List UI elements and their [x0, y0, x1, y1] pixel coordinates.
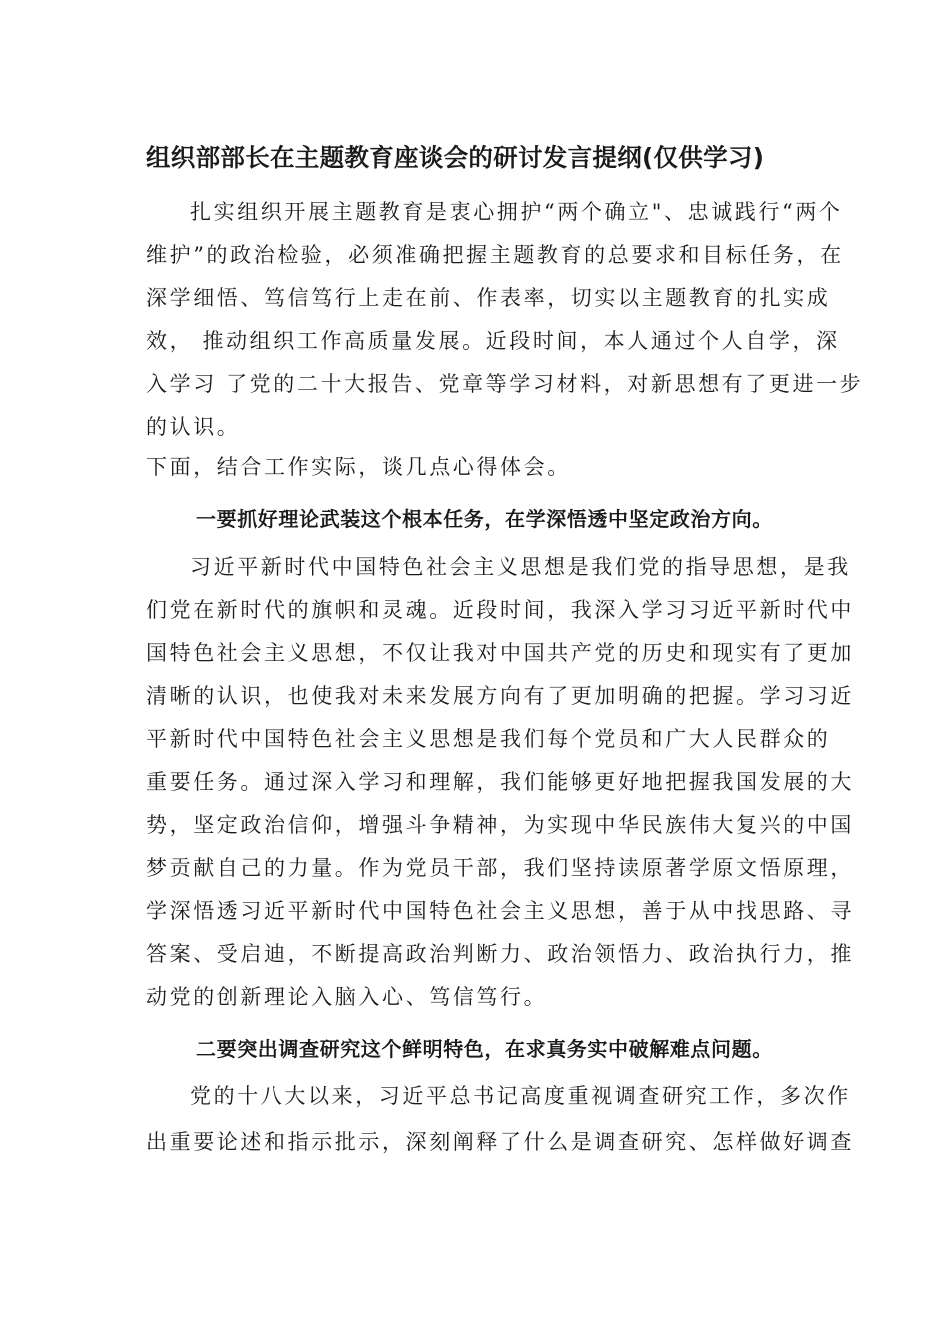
intro-line: 下面，结合工作实际，谈几点心得体会。 — [146, 455, 571, 479]
section1-line: 梦贡献自己的力量。作为党员干部，我们坚持读原著学原文悟原理， — [146, 856, 854, 880]
section-heading-1: 一要抓好理论武装这个根本任务，在学深悟透中坚定政治方向。 — [196, 507, 773, 531]
intro-line: 入学习 了党的二十大报告、党章等学习材料，对新思想有了更进一步 — [146, 372, 864, 396]
intro-line: 的认识。 — [146, 415, 241, 439]
intro-line: 扎实组织开展主题教育是衷心拥护“两个确立"、忠诚践行“两个 — [190, 200, 843, 224]
intro-line: 深学细悟、笃信笃行上走在前、作表率，切实以主题教育的扎实成 — [146, 286, 831, 310]
section1-line: 答案、受启迪，不断提高政治判断力、政治领悟力、政治执行力，推 — [146, 942, 854, 966]
section1-line: 国特色社会主义思想，不仅让我对中国共产党的历史和现实有了更加 — [146, 641, 854, 665]
section1-line: 平新时代中国特色社会主义思想是我们每个党员和广大人民群众的 — [146, 727, 831, 751]
section1-line: 清晰的认识，也使我对未来发展方向有了更加明确的把握。学习习近 — [146, 684, 854, 708]
section1-line: 学深悟透习近平新时代中国特色社会主义思想，善于从中找思路、寻 — [146, 899, 854, 923]
section1-line: 势，坚定政治信仰，增强斗争精神，为实现中华民族伟大复兴的中国 — [146, 813, 854, 837]
section2-line: 党的十八大以来，习近平总书记高度重视调查研究工作，多次作 — [190, 1084, 851, 1108]
section1-line: 习近平新时代中国特色社会主义思想是我们党的指导思想，是我 — [190, 555, 851, 579]
section1-line: 重要任务。通过深入学习和理解，我们能够更好地把握我国发展的大 — [146, 770, 854, 794]
section2-line: 出重要论述和指示批示，深刻阐释了什么是调查研究、怎样做好调查 — [146, 1130, 854, 1154]
section-heading-2: 二要突出调查研究这个鲜明特色，在求真务实中破解难点问题。 — [196, 1037, 773, 1061]
intro-line: 效， 推动组织工作高质量发展。近段时间，本人通过个人自学，深 — [146, 329, 840, 353]
intro-line: 维护”的政治检验，必须准确把握主题教育的总要求和目标任务，在 — [146, 243, 844, 267]
section1-line: 动党的创新理论入脑入心、笃信笃行。 — [146, 985, 548, 1009]
document-title: 组织部部长在主题教育座谈会的研讨发言提纲(仅供学习) — [146, 143, 765, 172]
section1-line: 们党在新时代的旗帜和灵魂。近段时间，我深入学习习近平新时代中 — [146, 598, 854, 622]
